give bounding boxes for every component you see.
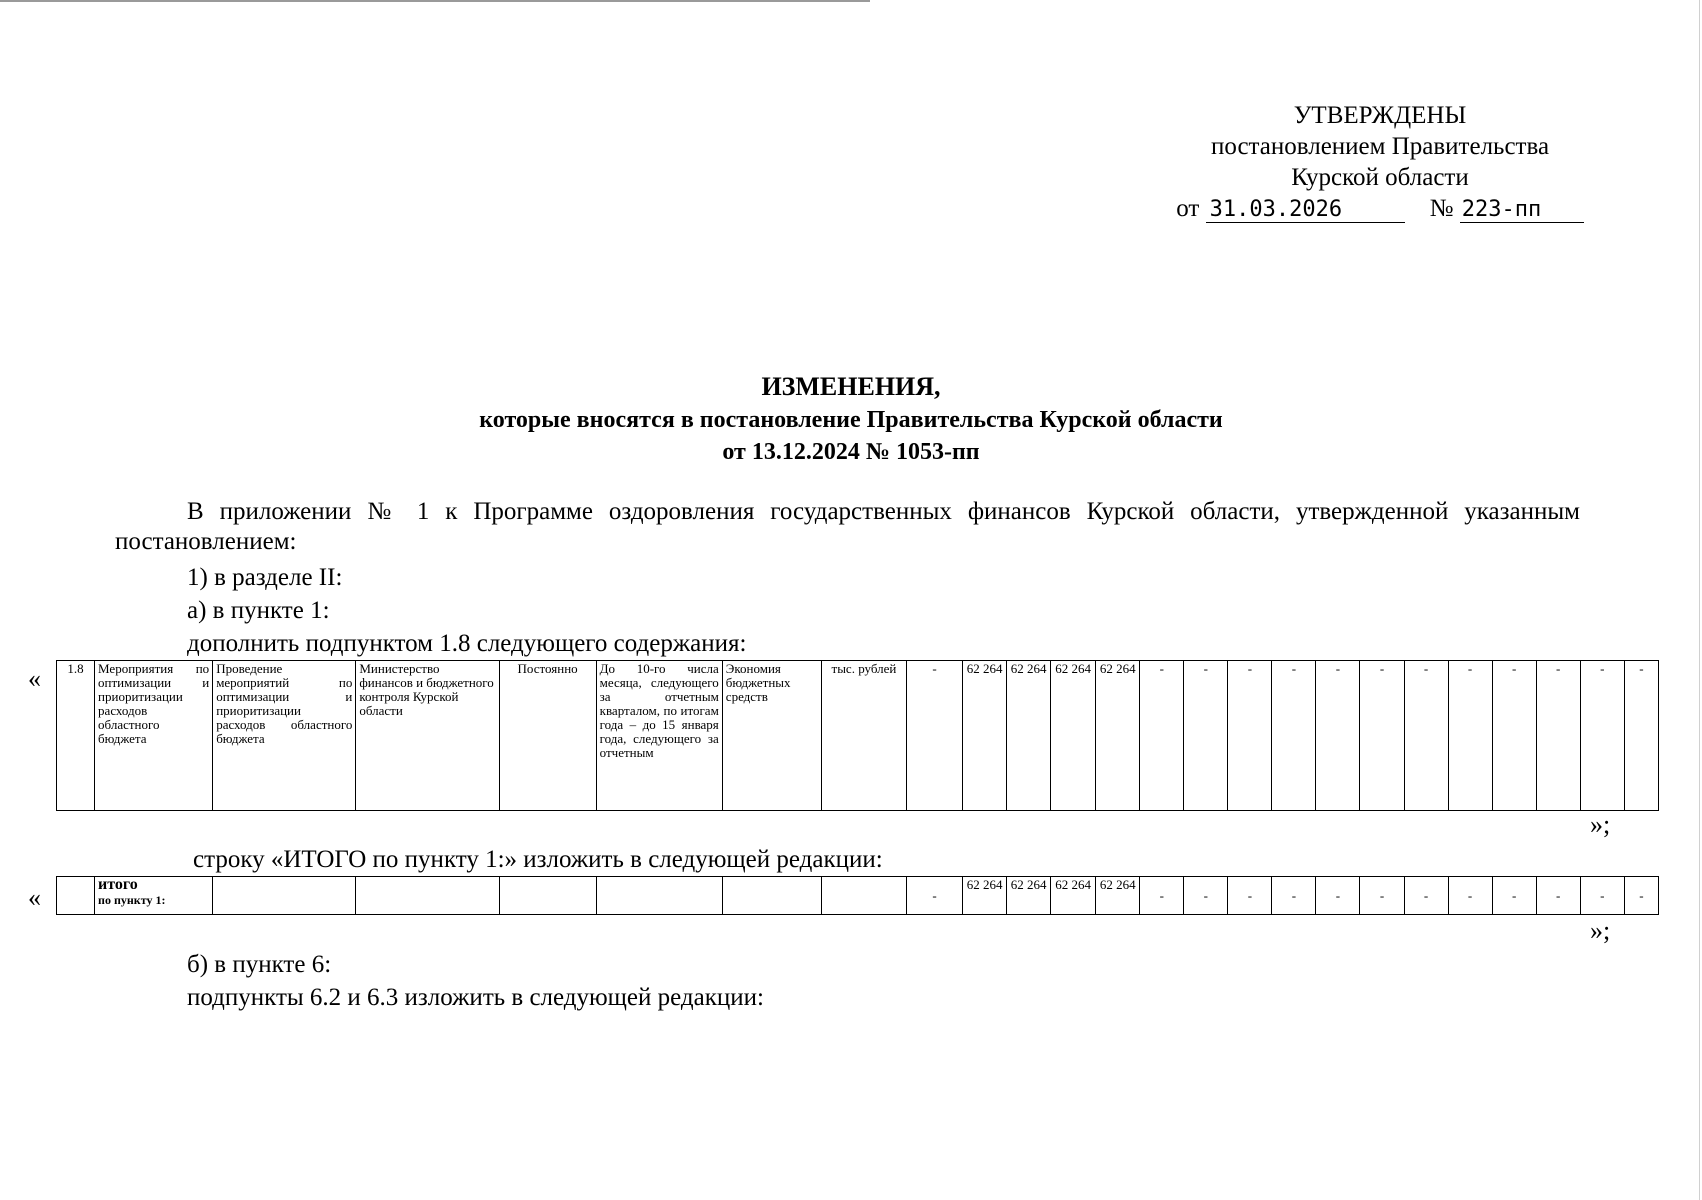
cell-empty — [499, 877, 596, 915]
cell-value: 62 264 — [1096, 661, 1140, 811]
approval-date-line — [1160, 193, 1600, 224]
close-quote: »; — [1590, 916, 1611, 945]
cell-tail: - — [1404, 877, 1448, 915]
item-1a: а) в пункте 1: — [187, 597, 330, 624]
cell-unit: тыс. рублей — [821, 661, 906, 811]
cell-tail: - — [1272, 877, 1316, 915]
cell-reporting: До 10-го числа месяца, следующего за отчетным кварталом, по итогам года – до 15 января года, следующего за отчетным — [596, 661, 722, 811]
approval-block — [1160, 100, 1600, 224]
cell-measure: Мероприятия по оптимизации и приоритизации расходов областного бюджета — [95, 661, 213, 811]
cell-empty — [356, 877, 499, 915]
cell-value: 62 264 — [1096, 877, 1140, 915]
cell-tail: - — [1580, 877, 1624, 915]
cell-value: 62 264 — [963, 661, 1007, 811]
open-quote: « — [28, 664, 41, 693]
title-line-1: ИЗМЕНЕНИЯ, — [761, 372, 941, 401]
cell-dash: - — [907, 877, 963, 915]
cell-tail: - — [1360, 877, 1404, 915]
cell-itogo-label — [95, 877, 213, 915]
cell-value: 62 264 — [1007, 661, 1051, 811]
item-1b-text: подпункты 6.2 и 6.3 изложить в следующей редакции: — [187, 984, 764, 1011]
itogo-label-big: итого — [98, 876, 138, 893]
cell-tail: - — [1228, 661, 1272, 811]
cell-value: 62 264 — [1051, 661, 1096, 811]
cell-tail: - — [1624, 661, 1658, 811]
cell-empty — [213, 877, 356, 915]
cell-tail: - — [1580, 661, 1624, 811]
cell-tail: - — [1272, 661, 1316, 811]
cell-tail: - — [1536, 661, 1580, 811]
title-line-3: от 13.12.2024 № 1053-пп — [722, 439, 980, 465]
close-quote: »; — [1590, 810, 1611, 839]
cell-tail: - — [1536, 877, 1580, 915]
cell-tail: - — [1316, 661, 1360, 811]
cell-indicator: Экономия бюджетных средств — [722, 661, 821, 811]
cell-responsible: Министерство финансов и бюджетного контроля Курской области — [356, 661, 499, 811]
number-prefix: № — [1429, 195, 1454, 222]
cell-term: Постоянно — [499, 661, 596, 811]
cell-tail: - — [1448, 877, 1492, 915]
cell-empty — [821, 877, 906, 915]
cell-tail: - — [1184, 877, 1228, 915]
cell-dash: - — [907, 661, 963, 811]
itogo-paragraph: строку «ИТОГО по пункту 1:» изложить в следующей редакции: — [193, 846, 883, 873]
table-row-itogo — [56, 876, 1659, 915]
scan-edge-line — [0, 0, 870, 2]
cell-tail: - — [1316, 877, 1360, 915]
approval-line-3: Курской области — [1291, 164, 1469, 191]
cell-tail: - — [1184, 661, 1228, 811]
intro-paragraph: В приложении № 1 к Программе оздоровления государственных финансов Курской области, утвержденной указанным постановлением: — [115, 498, 1580, 555]
cell-empty — [596, 877, 722, 915]
cell-tail: - — [1492, 661, 1536, 811]
cell-empty — [57, 877, 95, 915]
title-line-2: которые вносятся в постановление Правительства Курской области — [479, 407, 1223, 433]
cell-tail: - — [1404, 661, 1448, 811]
cell-action: Проведение мероприятий по оптимизации и приоритизации расходов областного бюджета — [213, 661, 356, 811]
item-1a-text: дополнить подпунктом 1.8 следующего содержания: — [187, 630, 747, 657]
cell-empty — [722, 877, 821, 915]
cell-tail: - — [1492, 877, 1536, 915]
cell-tail: - — [1624, 877, 1658, 915]
date-prefix: от — [1176, 195, 1200, 222]
cell-tail: - — [1228, 877, 1272, 915]
document-title — [0, 370, 1702, 468]
itogo-label-small: по пункту 1: — [98, 893, 166, 907]
table-row-1-8 — [56, 660, 1659, 811]
approval-line-2: постановлением Правительства — [1210, 133, 1550, 160]
item-1: 1) в разделе II: — [187, 564, 343, 591]
approval-heading: УТВЕРЖДЕНЫ — [1293, 102, 1467, 129]
cell-tail: - — [1360, 661, 1404, 811]
open-quote: « — [28, 883, 41, 912]
cell-tail: - — [1140, 661, 1184, 811]
cell-value: 62 264 — [1051, 877, 1096, 915]
scan-edge-line-right — [1699, 0, 1700, 1200]
handwritten-date: 31.03.2026 — [1206, 198, 1405, 223]
handwritten-number: 223-пп — [1460, 198, 1584, 223]
cell-tail: - — [1140, 877, 1184, 915]
cell-tail: - — [1448, 661, 1492, 811]
cell-number: 1.8 — [57, 661, 95, 811]
cell-value: 62 264 — [1007, 877, 1051, 915]
cell-value: 62 264 — [963, 877, 1007, 915]
item-1b: б) в пункте 6: — [187, 951, 332, 978]
